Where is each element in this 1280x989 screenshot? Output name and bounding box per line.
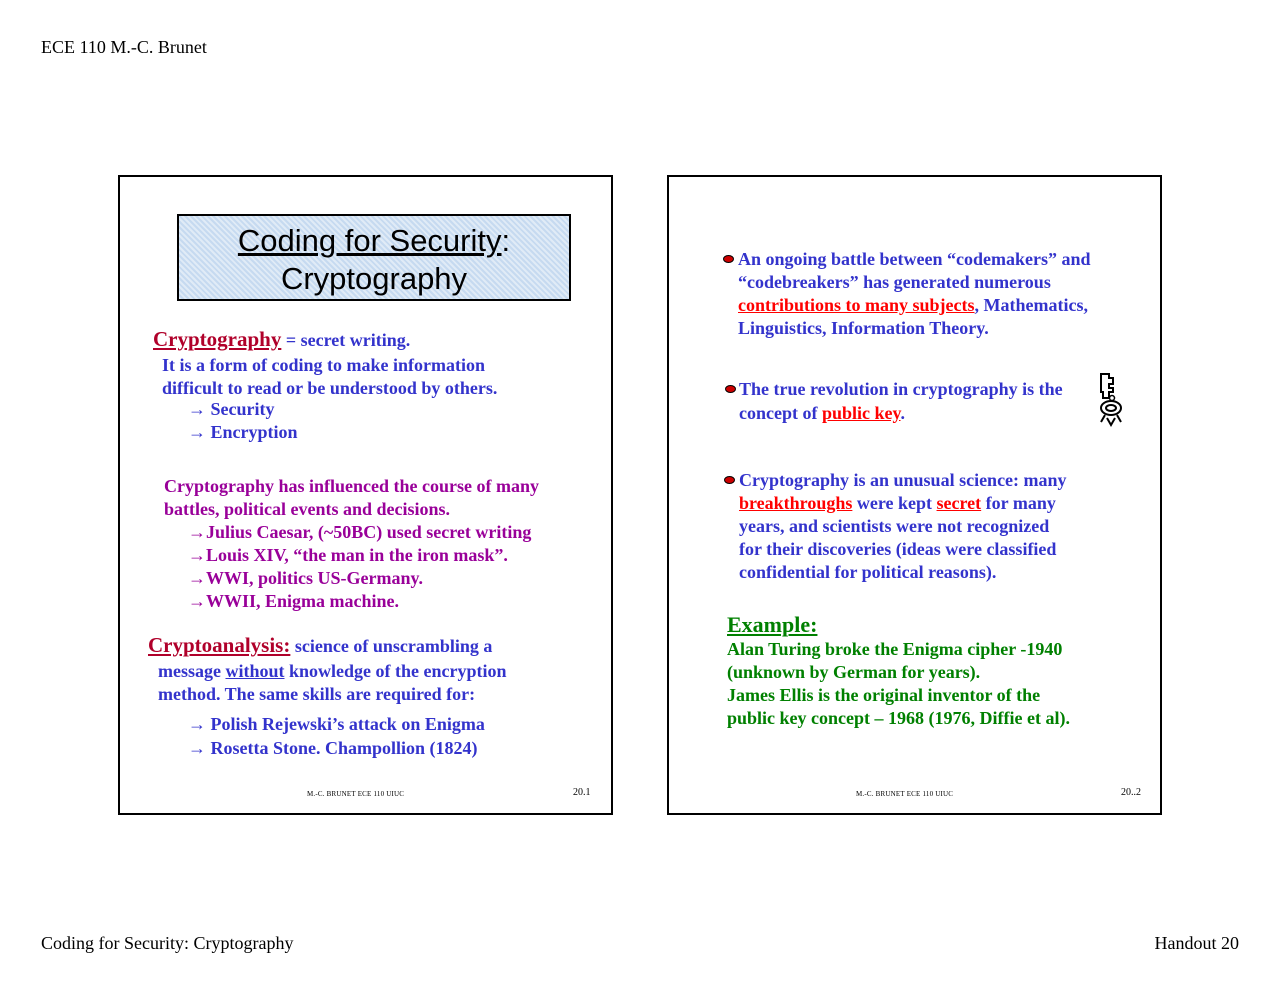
influence-line-2: battles, political events and decisions. bbox=[164, 499, 451, 519]
revolution-period: . bbox=[900, 403, 906, 423]
slide-1-title-main: Coding for Security bbox=[237, 223, 502, 258]
page-footer-handout: Handout 20 bbox=[1154, 933, 1239, 953]
bullet-icon bbox=[724, 476, 735, 484]
revolution-line-1: The true revolution in cryptography is the bbox=[739, 379, 1063, 399]
example-line-3: James Ellis is the original inventor of the bbox=[727, 685, 1041, 705]
breakthroughs-term: breakthroughs bbox=[739, 493, 853, 513]
influence-line-1: Cryptography has influenced the course of many bbox=[164, 476, 540, 496]
slide-2-number: 20..2 bbox=[1121, 787, 1141, 798]
page-footer-title: Coding for Security: Cryptography bbox=[41, 933, 294, 953]
slide-1-title-box bbox=[177, 214, 571, 301]
example-line-2: (unknown by German for years). bbox=[727, 662, 981, 682]
battle-line-3b: , Mathematics, bbox=[974, 295, 1088, 315]
bullet-icon bbox=[725, 385, 736, 393]
unusual-line-5: confidential for political reasons). bbox=[739, 562, 997, 582]
analysis-line-2a: message bbox=[158, 661, 226, 681]
unusual-line-3: years, and scientists were not recognized bbox=[739, 516, 1050, 536]
bullet-icon bbox=[723, 255, 734, 263]
cryptoanalysis-term: Cryptoanalysis: bbox=[148, 633, 291, 657]
cryptography-term: Cryptography bbox=[153, 327, 282, 351]
example-label: Example: bbox=[727, 612, 818, 637]
cryptography-definition: = secret writing. bbox=[281, 330, 411, 350]
public-key-term: public key bbox=[821, 403, 901, 423]
example-line-1: Alan Turing broke the Enigma cipher -1940 bbox=[727, 639, 1063, 659]
revolution-line-2a: concept of bbox=[739, 403, 822, 423]
history-wwi: →WWI, politics US-Germany. bbox=[188, 568, 424, 588]
slide-1-number: 20.1 bbox=[573, 787, 591, 798]
battle-line-4: Linguistics, Information Theory. bbox=[738, 318, 989, 338]
contributions-link: contributions to many subjects bbox=[738, 295, 975, 315]
slide-1-title-sub: Cryptography bbox=[280, 261, 468, 296]
unusual-line-1: Cryptography is an unusual science: many bbox=[739, 470, 1067, 490]
example-line-4: public key concept – 1968 (1976, Diffie et al). bbox=[727, 708, 1070, 728]
slide-2-footer: M.-C. BRUNET ECE 110 UIUC bbox=[856, 790, 954, 798]
skill-rejewski: → Polish Rejewski’s attack on Enigma bbox=[188, 714, 485, 734]
secret-term: secret bbox=[936, 493, 982, 513]
form-line-2: difficult to read or be understood by others. bbox=[162, 378, 498, 398]
battle-line-2: “codebreakers” has generated numerous bbox=[738, 272, 1051, 292]
form-line-1: It is a form of coding to make information bbox=[162, 355, 485, 375]
cryptoanalysis-definition: science of unscrambling a bbox=[290, 636, 493, 656]
battle-line-1: An ongoing battle between “codemakers” and bbox=[738, 249, 1091, 269]
analysis-line-3: method. The same skills are required for: bbox=[158, 684, 476, 704]
arrow-encryption: → Encryption bbox=[188, 422, 298, 442]
history-caesar: →Julius Caesar, (~50BC) used secret writing bbox=[188, 522, 532, 542]
slide-1-footer: M.-C. BRUNET ECE 110 UIUC bbox=[307, 790, 405, 798]
slide-1-title-colon: : bbox=[501, 223, 511, 258]
history-louis: →Louis XIV, “the man in the iron mask”. bbox=[188, 545, 508, 565]
analysis-line-2c: knowledge of the encryption bbox=[284, 661, 507, 681]
arrow-security: → Security bbox=[188, 399, 275, 419]
skill-rosetta: → Rosetta Stone. Champollion (1824) bbox=[188, 738, 478, 758]
unusual-line-2d: for many bbox=[981, 493, 1056, 513]
history-wwii: →WWII, Enigma machine. bbox=[188, 591, 400, 611]
slide-2 bbox=[667, 175, 1162, 815]
unusual-line-2b: were kept bbox=[852, 493, 937, 513]
slide-1 bbox=[118, 175, 613, 815]
page-header: ECE 110 M.-C. Brunet bbox=[41, 37, 207, 57]
unusual-line-4: for their discoveries (ideas were classified bbox=[739, 539, 1057, 559]
analysis-without: without bbox=[225, 661, 285, 681]
key-icon bbox=[1095, 370, 1129, 428]
